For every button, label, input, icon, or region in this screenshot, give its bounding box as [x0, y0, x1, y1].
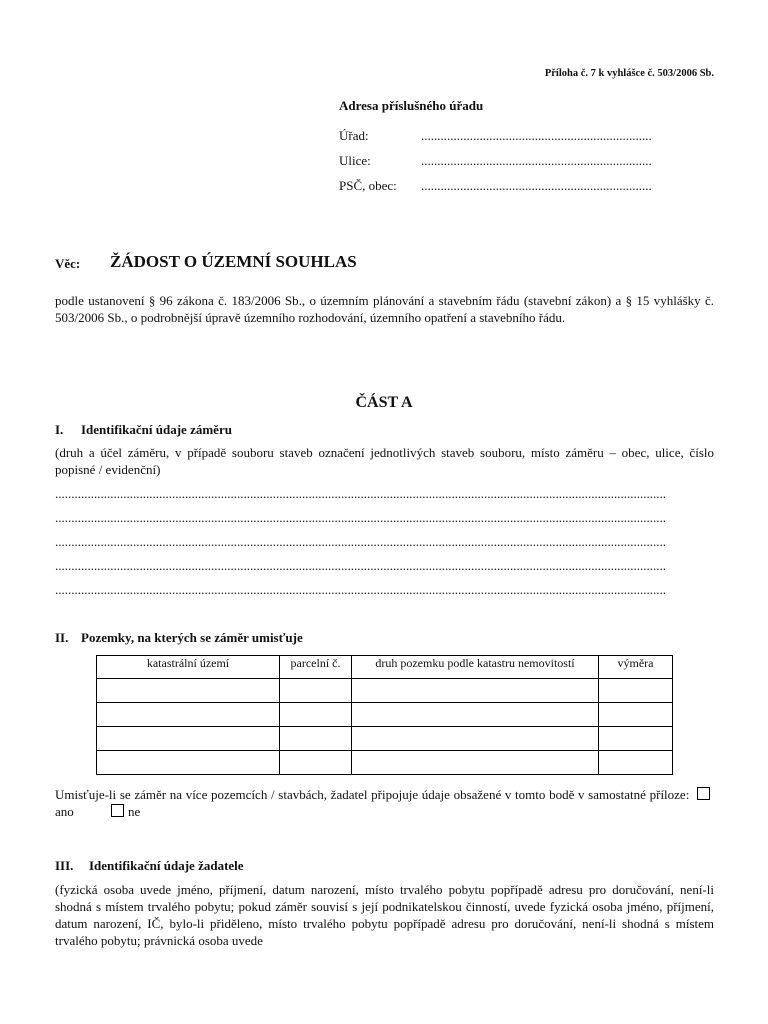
office-field-ulice[interactable]: ....................................................................... [421, 153, 652, 168]
table-cell[interactable] [280, 679, 352, 703]
section-3-heading [55, 858, 244, 874]
table-cell[interactable] [352, 679, 599, 703]
plots-table-header [97, 656, 673, 679]
section-1-input-line[interactable]: ............................................................................................................................................................................................ [55, 510, 666, 525]
section-1-instructions: (druh a účel záměru, v případě souboru staveb označení jednotlivých staveb souboru, místo záměru – obec, ulice, číslo popisné / evidenční) [55, 445, 714, 477]
checkbox-yes-label: ano [55, 804, 74, 819]
section-2-heading [55, 630, 303, 646]
table-row [97, 703, 673, 727]
office-field-psc[interactable]: ....................................................................... [421, 178, 652, 193]
part-a-heading: ČÁST A [355, 394, 413, 411]
checkbox-yes[interactable] [697, 787, 710, 800]
office-row-psc [339, 178, 684, 196]
section-1-title: Identifikační údaje záměru [81, 422, 232, 437]
table-cell[interactable] [280, 751, 352, 775]
multiple-plots-note [55, 786, 714, 820]
checkbox-no-label: ne [128, 804, 141, 819]
column-header: výměra [599, 656, 673, 679]
checkbox-no[interactable] [111, 804, 124, 817]
office-label-urad: Úřad: [339, 128, 369, 143]
section-2-number: II. [55, 630, 69, 645]
section-1-input-line[interactable]: ............................................................................................................................................................................................ [55, 486, 666, 501]
table-cell[interactable] [599, 679, 673, 703]
table-cell[interactable] [352, 751, 599, 775]
office-row-ulice [339, 153, 684, 171]
section-3-instructions: (fyzická osoba uvede jméno, příjmení, datum narození, místo trvalého pobytu popřípadě adresu pro doručování, není-li shodná s místem trvalého pobytu; pokud záměr souvisí s její podnikatelskou činností, uvede fyzická osoba jméno, příjmení, datum narození, IČ, bylo-li přiděleno, místo trvalého pobytu popřípadě adresu pro doručování, není-li shodná s místem trvalého pobytu; právnická osoba uvede [55, 882, 714, 948]
table-cell[interactable] [599, 727, 673, 751]
table-cell[interactable] [352, 703, 599, 727]
table-cell[interactable] [280, 703, 352, 727]
table-cell[interactable] [97, 679, 280, 703]
office-label-psc: PSČ, obec: [339, 178, 397, 193]
subject-label: Věc: [55, 256, 81, 271]
table-cell[interactable] [352, 727, 599, 751]
table-cell[interactable] [97, 703, 280, 727]
section-2-title: Pozemky, na kterých se záměr umisťuje [81, 630, 303, 645]
table-cell[interactable] [599, 751, 673, 775]
office-address-title: Adresa příslušného úřadu [339, 98, 484, 113]
table-row [97, 751, 673, 775]
section-1-heading [55, 422, 232, 438]
annex-reference: Příloha č. 7 k vyhlášce č. 503/2006 Sb. [544, 68, 714, 79]
table-cell[interactable] [97, 727, 280, 751]
column-header: katastrální území [97, 656, 280, 679]
table-cell[interactable] [280, 727, 352, 751]
table-cell[interactable] [97, 751, 280, 775]
section-3-title: Identifikační údaje žadatele [89, 858, 244, 873]
office-field-urad[interactable]: ....................................................................... [421, 128, 652, 143]
section-3-number: III. [55, 858, 74, 873]
plots-table [96, 655, 673, 775]
table-row [97, 727, 673, 751]
table-cell[interactable] [599, 703, 673, 727]
section-1-input-line[interactable]: ............................................................................................................................................................................................ [55, 558, 666, 573]
section-1-input-line[interactable]: ............................................................................................................................................................................................ [55, 534, 666, 549]
column-header: druh pozemku podle katastru nemovitostí [352, 656, 599, 679]
multiple-plots-note-text: Umisťuje-li se záměr na více pozemcích / stavbách, žadatel připojuje údaje obsažené v tomto bodě v samostatné příloze: [55, 787, 690, 802]
table-row [97, 679, 673, 703]
office-label-ulice: Ulice: [339, 153, 371, 168]
column-header: parcelní č. [280, 656, 352, 679]
section-1-input-line[interactable]: ............................................................................................................................................................................................ [55, 582, 666, 597]
section-1-number: I. [55, 422, 64, 437]
office-row-urad [339, 128, 684, 146]
document-title: ŽÁDOST O ÚZEMNÍ SOUHLAS [110, 252, 357, 271]
legal-basis-text: podle ustanovení § 96 zákona č. 183/2006 Sb., o územním plánování a stavebním řádu (stavební zákon) a § 15 vyhlášky č. 503/2006 Sb., o podrobnější úpravě územního rozhodování, územního opatření a stavebního řádu. [55, 293, 714, 325]
